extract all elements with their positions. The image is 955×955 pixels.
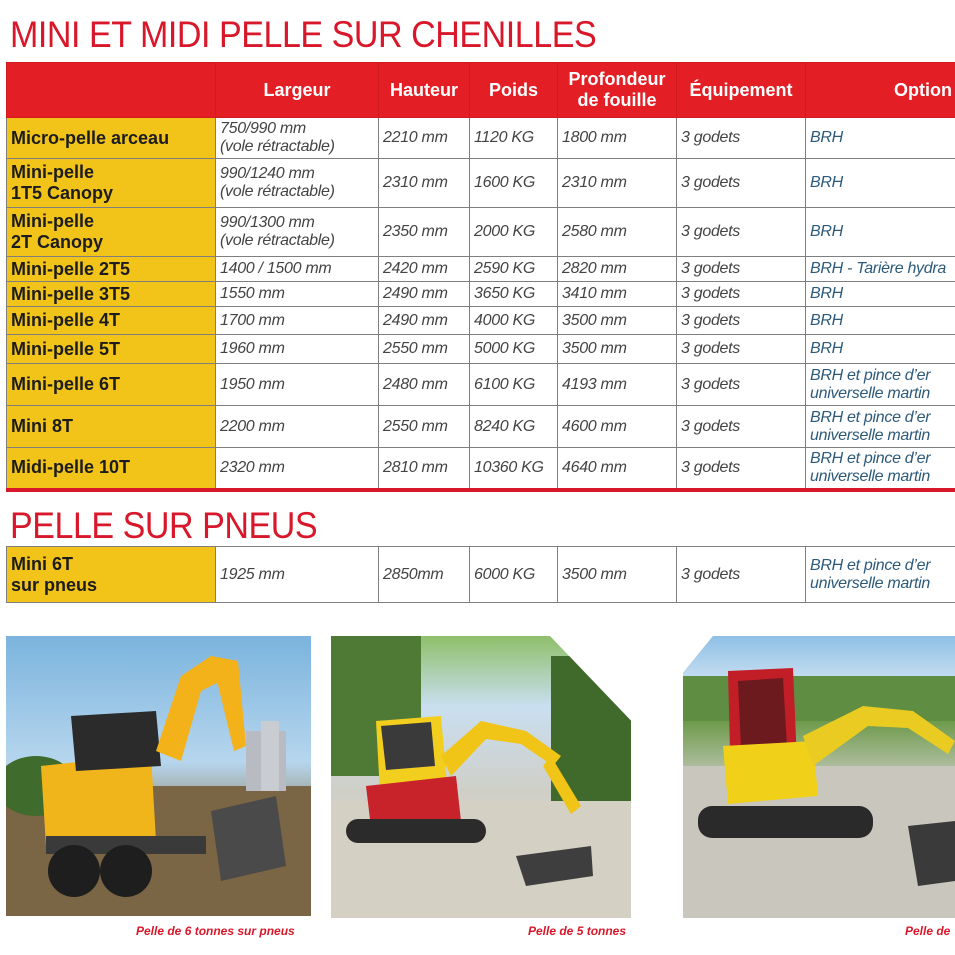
cell-model <box>7 547 216 603</box>
cell-hauteur-text: 2490 mm <box>383 285 448 302</box>
cell-profondeur <box>558 257 677 282</box>
cell-largeur <box>216 159 379 208</box>
header-poids: Poids <box>470 63 558 118</box>
header-options: Option <box>806 63 955 118</box>
cell-poids <box>470 448 558 490</box>
cell-equipement <box>677 364 806 406</box>
cell-poids-text: 10360 KG <box>474 458 544 476</box>
cell-poids-text: 2000 KG <box>474 223 536 240</box>
cell-poids-text: 6000 KG <box>474 565 536 583</box>
cell-largeur <box>216 448 379 490</box>
cell-hauteur-text: 2490 mm <box>383 311 448 329</box>
cell-options-text: BRH <box>810 311 843 329</box>
table-row <box>7 118 955 159</box>
cell-options-text: BRH - Tarière hydra <box>810 260 946 277</box>
cell-equipement-text: 3 godets <box>681 417 740 435</box>
cell-options-text: universelle martin <box>810 574 930 592</box>
cell-options <box>806 448 955 490</box>
table-row <box>7 282 955 307</box>
photo-caption: Pelle de <box>905 924 951 938</box>
cell-profondeur <box>558 406 677 448</box>
cell-model <box>7 406 216 448</box>
cell-profondeur-text: 2820 mm <box>562 260 627 277</box>
cell-equipement <box>677 547 806 603</box>
cell-model-text: Mini-pelle <box>11 211 95 231</box>
cell-largeur-text: 1550 mm <box>220 285 285 302</box>
cell-hauteur-text: 2480 mm <box>383 375 448 393</box>
cell-poids <box>470 159 558 208</box>
cell-profondeur-text: 2580 mm <box>562 223 627 240</box>
cell-hauteur-text: 2210 mm <box>383 129 448 146</box>
cell-largeur-text: 990/1300 mm <box>220 214 315 231</box>
cell-options <box>806 335 955 364</box>
cell-profondeur <box>558 547 677 603</box>
cell-model-text: sur pneus <box>11 574 98 595</box>
cell-largeur-text: 1925 mm <box>220 565 285 583</box>
wheeled-excavator-illustration <box>6 636 311 916</box>
cell-options-text: BRH <box>810 285 843 302</box>
cell-options <box>806 159 955 208</box>
table-header-row <box>7 63 955 118</box>
cell-equipement <box>677 257 806 282</box>
photo-5t-excavator <box>331 636 631 918</box>
cell-largeur <box>216 118 379 159</box>
cell-poids <box>470 406 558 448</box>
cell-profondeur-text: 4193 mm <box>562 375 627 393</box>
photo-wheeled-excavator <box>6 636 311 916</box>
cell-hauteur <box>379 406 470 448</box>
cell-options-text: universelle martin <box>810 384 930 402</box>
cell-hauteur <box>379 282 470 307</box>
cell-options-text: BRH <box>810 340 843 357</box>
cell-model-text: Mini-pelle 5T <box>11 338 121 359</box>
cell-model-text: Mini-pelle 4T <box>11 310 121 330</box>
table-row <box>7 448 955 490</box>
cell-options <box>806 307 955 335</box>
cell-model-text: Mini-pelle <box>11 162 95 182</box>
cell-equipement-text: 3 godets <box>681 375 740 393</box>
cell-options <box>806 547 955 603</box>
cell-equipement <box>677 282 806 307</box>
cell-poids <box>470 364 558 406</box>
cell-hauteur <box>379 159 470 208</box>
cell-hauteur-text: 2550 mm <box>383 417 448 435</box>
cell-largeur-text: 990/1240 mm <box>220 165 315 182</box>
photo-excavator-cab <box>683 636 955 918</box>
cell-hauteur <box>379 307 470 335</box>
cell-profondeur-text: 4600 mm <box>562 417 627 435</box>
cell-largeur <box>216 335 379 364</box>
cell-profondeur <box>558 159 677 208</box>
cell-hauteur <box>379 257 470 282</box>
cell-profondeur-text: 3500 mm <box>562 565 627 583</box>
cell-equipement <box>677 118 806 159</box>
cell-options-text: BRH <box>810 174 843 191</box>
cell-poids <box>470 282 558 307</box>
cell-largeur <box>216 547 379 603</box>
cell-equipement-text: 3 godets <box>681 340 740 357</box>
cell-options <box>806 364 955 406</box>
cell-poids-text: 5000 KG <box>474 340 536 357</box>
cell-hauteur <box>379 448 470 490</box>
cell-model <box>7 364 216 406</box>
cell-largeur-text: 2320 mm <box>220 458 285 476</box>
cell-options-text: BRH <box>810 129 843 146</box>
cell-model-text: 2T Canopy <box>11 232 104 252</box>
cell-largeur-text: (vole rétractable) <box>220 232 335 249</box>
cell-options-text: universelle martin <box>810 467 930 485</box>
cell-hauteur-text: 2810 mm <box>383 458 448 476</box>
cell-profondeur <box>558 208 677 257</box>
cell-model <box>7 282 216 307</box>
cell-hauteur <box>379 118 470 159</box>
cell-model <box>7 335 216 364</box>
table-row <box>7 406 955 448</box>
cell-model-text: Mini 6T <box>11 553 73 574</box>
cell-model <box>7 159 216 208</box>
cell-profondeur-text: 3500 mm <box>562 311 627 329</box>
cell-options-text: BRH <box>810 223 843 240</box>
cell-hauteur <box>379 547 470 603</box>
cell-poids <box>470 547 558 603</box>
cab-excavator-illustration <box>683 636 955 918</box>
cell-hauteur-text: 2420 mm <box>383 260 448 277</box>
cell-profondeur-text: 3410 mm <box>562 285 627 302</box>
cell-largeur-text: 1950 mm <box>220 375 285 393</box>
cell-largeur-text: 1700 mm <box>220 311 285 329</box>
cell-hauteur-text: 2350 mm <box>383 223 448 240</box>
cell-model <box>7 118 216 159</box>
header-corner <box>7 63 216 118</box>
cell-model-text: Mini-pelle 3T5 <box>11 283 131 304</box>
cell-options <box>806 257 955 282</box>
section-title-crawler: MINI ET MIDI PELLE SUR CHENILLES <box>10 14 597 55</box>
cell-poids <box>470 208 558 257</box>
cell-profondeur <box>558 118 677 159</box>
cell-largeur <box>216 364 379 406</box>
cell-options-text: BRH et pince d’er <box>810 556 931 574</box>
cell-poids-text: 2590 KG <box>474 260 536 277</box>
table-row <box>7 208 955 257</box>
cell-hauteur-text: 2310 mm <box>383 174 448 191</box>
cell-poids <box>470 335 558 364</box>
cell-equipement-text: 3 godets <box>681 458 740 476</box>
cell-hauteur-text: 2850mm <box>383 565 444 583</box>
cell-equipement-text: 3 godets <box>681 260 740 277</box>
cell-profondeur-text: 4640 mm <box>562 458 627 476</box>
photo-caption: Pelle de 5 tonnes <box>528 924 627 938</box>
cell-poids <box>470 118 558 159</box>
cell-largeur-text: 1960 mm <box>220 340 285 357</box>
table-row <box>7 159 955 208</box>
cell-profondeur-text: 1800 mm <box>562 129 627 146</box>
cell-poids-text: 3650 KG <box>474 285 536 302</box>
cell-options <box>806 118 955 159</box>
cell-model <box>7 208 216 257</box>
cell-profondeur <box>558 364 677 406</box>
cell-model-text: Mini 8T <box>11 416 73 436</box>
cell-poids-text: 6100 KG <box>474 375 536 393</box>
header-largeur: Largeur <box>216 63 379 118</box>
cell-largeur-text: 750/990 mm <box>220 120 306 137</box>
cell-options-text: BRH et pince d’er <box>810 366 931 384</box>
header-profondeur-line1: Profondeur <box>568 69 666 89</box>
cell-model-text: Midi-pelle 10T <box>11 457 131 478</box>
cell-hauteur <box>379 335 470 364</box>
table-row <box>7 257 955 282</box>
cell-largeur <box>216 406 379 448</box>
cell-profondeur <box>558 448 677 490</box>
5t-excavator-illustration <box>331 636 631 918</box>
cell-largeur <box>216 282 379 307</box>
cell-largeur-text: (vole rétractable) <box>220 138 335 155</box>
section-title-wheels: PELLE SUR PNEUS <box>10 505 318 546</box>
table-row <box>7 364 955 406</box>
cell-options-text: BRH et pince d’er <box>810 449 931 467</box>
cell-equipement <box>677 448 806 490</box>
header-profondeur <box>558 63 677 118</box>
cell-model-text: 1T5 Canopy <box>11 183 114 203</box>
cell-hauteur <box>379 208 470 257</box>
header-equipement: Équipement <box>677 63 806 118</box>
cell-largeur-text: (vole rétractable) <box>220 183 335 200</box>
table-row <box>7 307 955 335</box>
cell-options <box>806 282 955 307</box>
cell-poids-text: 1600 KG <box>474 174 536 191</box>
crawler-spec-table <box>6 62 955 492</box>
cell-poids-text: 8240 KG <box>474 417 536 435</box>
cell-hauteur <box>379 364 470 406</box>
cell-equipement-text: 3 godets <box>681 223 740 240</box>
cell-largeur-text: 1400 / 1500 mm <box>220 260 332 277</box>
cell-equipement-text: 3 godets <box>681 285 740 302</box>
table-row <box>7 335 955 364</box>
cell-equipement-text: 3 godets <box>681 174 740 191</box>
cell-profondeur <box>558 307 677 335</box>
header-profondeur-line2: de fouille <box>577 90 657 110</box>
cell-profondeur-text: 2310 mm <box>562 174 627 191</box>
cell-options <box>806 208 955 257</box>
cell-options <box>806 406 955 448</box>
header-hauteur: Hauteur <box>379 63 470 118</box>
cell-options-text: universelle martin <box>810 426 930 444</box>
cell-equipement <box>677 159 806 208</box>
cell-equipement-text: 3 godets <box>681 129 740 146</box>
cell-largeur <box>216 307 379 335</box>
cell-poids <box>470 307 558 335</box>
cell-largeur <box>216 257 379 282</box>
cell-equipement <box>677 406 806 448</box>
wheel-spec-table <box>6 546 955 603</box>
cell-profondeur <box>558 335 677 364</box>
cell-options-text: BRH et pince d’er <box>810 408 931 426</box>
cell-model-text: Micro-pelle arceau <box>11 127 170 148</box>
cell-model <box>7 448 216 490</box>
cell-model-text: Mini-pelle 6T <box>11 374 121 394</box>
cell-equipement-text: 3 godets <box>681 311 740 329</box>
cell-hauteur-text: 2550 mm <box>383 340 448 357</box>
cell-equipement-text: 3 godets <box>681 565 740 583</box>
cell-largeur <box>216 208 379 257</box>
table-row <box>7 547 955 603</box>
cell-equipement <box>677 208 806 257</box>
cell-poids <box>470 257 558 282</box>
cell-largeur-text: 2200 mm <box>220 417 285 435</box>
cell-model <box>7 257 216 282</box>
cell-profondeur-text: 3500 mm <box>562 340 627 357</box>
photo-caption: Pelle de 6 tonnes sur pneus <box>136 924 295 938</box>
cell-equipement <box>677 307 806 335</box>
cell-poids-text: 1120 KG <box>474 129 534 146</box>
cell-equipement <box>677 335 806 364</box>
cell-profondeur <box>558 282 677 307</box>
cell-model <box>7 307 216 335</box>
cell-poids-text: 4000 KG <box>474 311 536 329</box>
cell-model-text: Mini-pelle 2T5 <box>11 258 131 279</box>
